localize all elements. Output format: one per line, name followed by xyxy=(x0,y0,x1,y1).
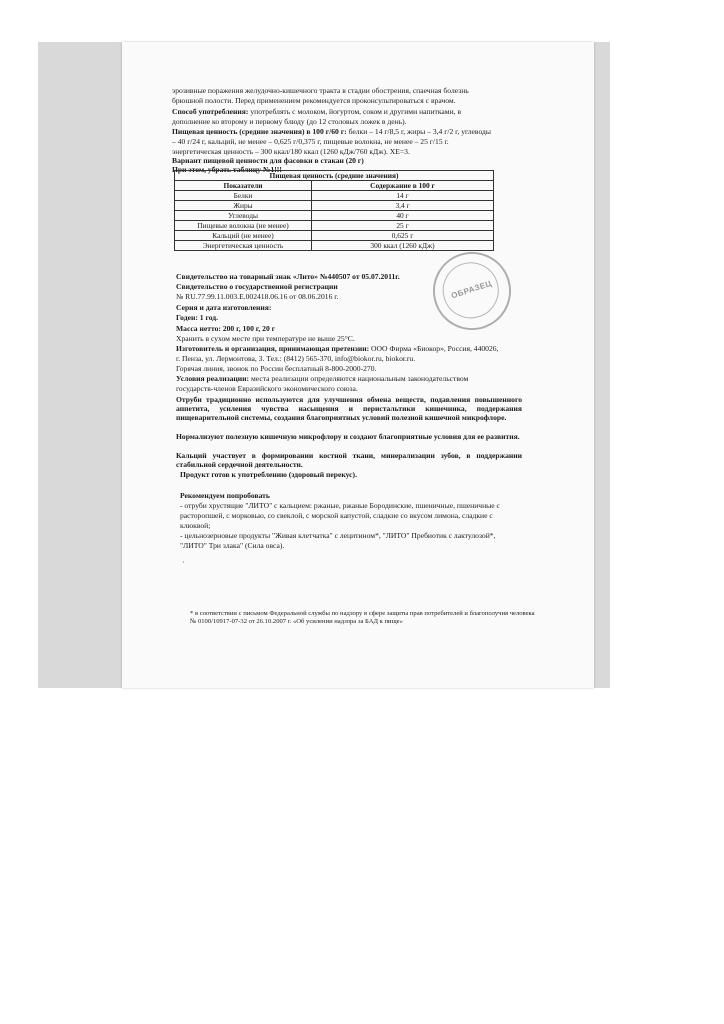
recommend-title: Рекомендуем попробовать xyxy=(180,491,270,500)
sale-conditions-line-2: государств-членов Евразийского экономического союза. xyxy=(176,384,358,393)
contraindications-line-1: эрозивные поражения желудочно-кишечного тракта в стадии обострения, спаечная болезнь xyxy=(172,86,469,95)
nutrition-line-3: энергетическая ценность – 300 ккал/180 ккал (1260 кДж/760 кДж). XE=3. xyxy=(172,147,410,156)
registration-certificate-number: № RU.77.99.11.003.Е.002418.06.16 от 08.06.2016 г. xyxy=(176,292,339,301)
calcium-paragraph: Кальций участвует в формировании костной ткани, минерализации зубов, в поддержании стабильной сердечной деятельности. xyxy=(176,451,522,470)
table-row xyxy=(175,221,494,231)
recommend-line-4: - цельнозерновые продукты "Живая клетчатка" с лецитином*, "ЛИТО" Пребиотик с лактулозой*, xyxy=(180,531,496,540)
table-cell-value: 25 г xyxy=(312,221,494,231)
series-and-date: Серия и дата изготовления: xyxy=(176,303,272,312)
footnote: * в соответствии с письмом Федеральной службы по надзору в сфере защиты прав потребителей и благополучия человека № 0100/10917-07-32 от 26.10.2007 г. «Об усилении надзора за БАД к пище» xyxy=(190,610,535,625)
manufacturer-label: Изготовитель и организация, принимающая претензии: xyxy=(176,344,370,353)
table-cell-name: Кальций (не менее) xyxy=(175,231,312,241)
table-cell-value: 300 ккал (1260 кДж) xyxy=(312,241,494,251)
recommend-line-2: расторопшей, с морковью, со свеклой, с морской капустой, сладкие со вкусом лимона, сладкие с xyxy=(180,511,493,520)
bran-benefits-paragraph: Отруби традиционно используются для улучшения обмена веществ, подавления повышенного аппетита, усиления чувства насыщения и перистальтики кишечника, поддержания пищеварительной системы, создания благоприятных условий полезной кишечной микрофлоре. xyxy=(176,395,522,423)
microflora-paragraph: Нормализуют полезную кишечную микрофлору и создают благоприятные условия для ее развития. xyxy=(176,432,520,441)
nutrition-text: белки – 14 г/8,5 г, жиры – 3,4 г/2 г, углеводы xyxy=(348,127,491,136)
storage-conditions: Хранить в сухом месте при температуре не выше 25°С. xyxy=(176,334,355,343)
usage-line-1 xyxy=(172,107,461,116)
nutrition-line-2: – 40 г/24 г, кальций, не менее – 0,625 г/0,375 г, пищевые волокна, не менее – 25 г/15 г. xyxy=(172,137,449,146)
shelf-life xyxy=(176,313,218,322)
sale-conditions-text: места реализации определяются национальным законодательством xyxy=(250,374,469,383)
nutrition-line-1 xyxy=(172,127,491,136)
table-row xyxy=(175,191,494,201)
table-cell-name: Белки xyxy=(175,191,312,201)
contraindications-line-2: брюшной полости. Перед применением рекомендуется проконсультироваться с врачом. xyxy=(172,96,456,105)
trademark-certificate: Свидетельство на товарный знак «Лито» №440507 от 05.07.2011г. xyxy=(176,272,400,281)
sale-conditions-line-1 xyxy=(176,374,468,383)
manufacturer-line-1 xyxy=(176,344,498,353)
ready-to-eat-note: Продукт готов к употреблению (здоровый перекус). xyxy=(180,470,357,479)
stray-mark: · xyxy=(182,558,185,567)
stamp-text: ОБРАЗЕЦ xyxy=(450,278,493,301)
table-cell-name: Углеводы xyxy=(175,211,312,221)
table-cell-name: Энергетическая ценность xyxy=(175,241,312,251)
net-weight: Масса нетто: 200 г, 100 г, 20 г xyxy=(176,324,276,333)
table-header-row xyxy=(175,181,494,191)
nutrition-table xyxy=(174,170,494,251)
table-cell-value: 14 г xyxy=(312,191,494,201)
table-cell-name: Пищевые волокна (не менее) xyxy=(175,221,312,231)
manufacturer-line-2: г. Пенза, ул. Лермонтова, 3. Тел.: (8412) 565-370, info@biokor.ru, biokor.ru. xyxy=(176,354,416,363)
table-header-indicator: Показатели xyxy=(175,181,312,191)
usage-line-2: дополнение ко второму и первому блюду (до 12 столовых ложек в день). xyxy=(172,117,407,126)
table-caption: Пищевая ценность (средние значения) xyxy=(175,171,494,181)
table-cell-value: 0,625 г xyxy=(312,231,494,241)
table-row xyxy=(175,241,494,251)
registration-certificate-title: Свидетельство о государственной регистрации xyxy=(176,282,338,291)
table-cell-value: 40 г xyxy=(312,211,494,221)
recommend-line-3: клюквой; xyxy=(180,521,211,530)
table-row xyxy=(175,211,494,221)
sale-conditions-label: Условия реализации: xyxy=(176,374,250,383)
usage-label: Способ употребления: xyxy=(172,107,249,116)
hotline: Горячая линия, звонок по России бесплатный 8-800-2000-270. xyxy=(176,364,377,373)
table-row xyxy=(175,201,494,211)
table-cell-name: Жиры xyxy=(175,201,312,211)
recommend-line-5: "ЛИТО" Три злака" (Сила овса). xyxy=(180,541,285,550)
manufacturer-name: ООО Фирма «Биокор», Россия, 440026, xyxy=(371,344,499,353)
shelf-life-text: Годен: 1 год. xyxy=(176,313,219,322)
table-header-content: Содержание в 100 г xyxy=(312,181,494,191)
recommend-line-1: - отруби хрустящие "ЛИТО" с кальцием: ржаные, ржаные Бородинские, пшеничные, пшеничные с xyxy=(180,501,500,510)
nutrition-label: Пищевая ценность (средние значения) в 100 г/60 г: xyxy=(172,127,347,136)
variant-heading: Вариант пищевой ценности для фасовки в стакан (20 г) xyxy=(172,156,364,165)
table-cell-value: 3,4 г xyxy=(312,201,494,211)
remove-table-note: При этом, убрать таблицу №1!!! xyxy=(172,165,282,174)
usage-text: употреблять с молоком, йогуртом, соком и другими напитками, в xyxy=(250,107,462,116)
table-row xyxy=(175,231,494,241)
table-caption-row xyxy=(175,171,494,181)
